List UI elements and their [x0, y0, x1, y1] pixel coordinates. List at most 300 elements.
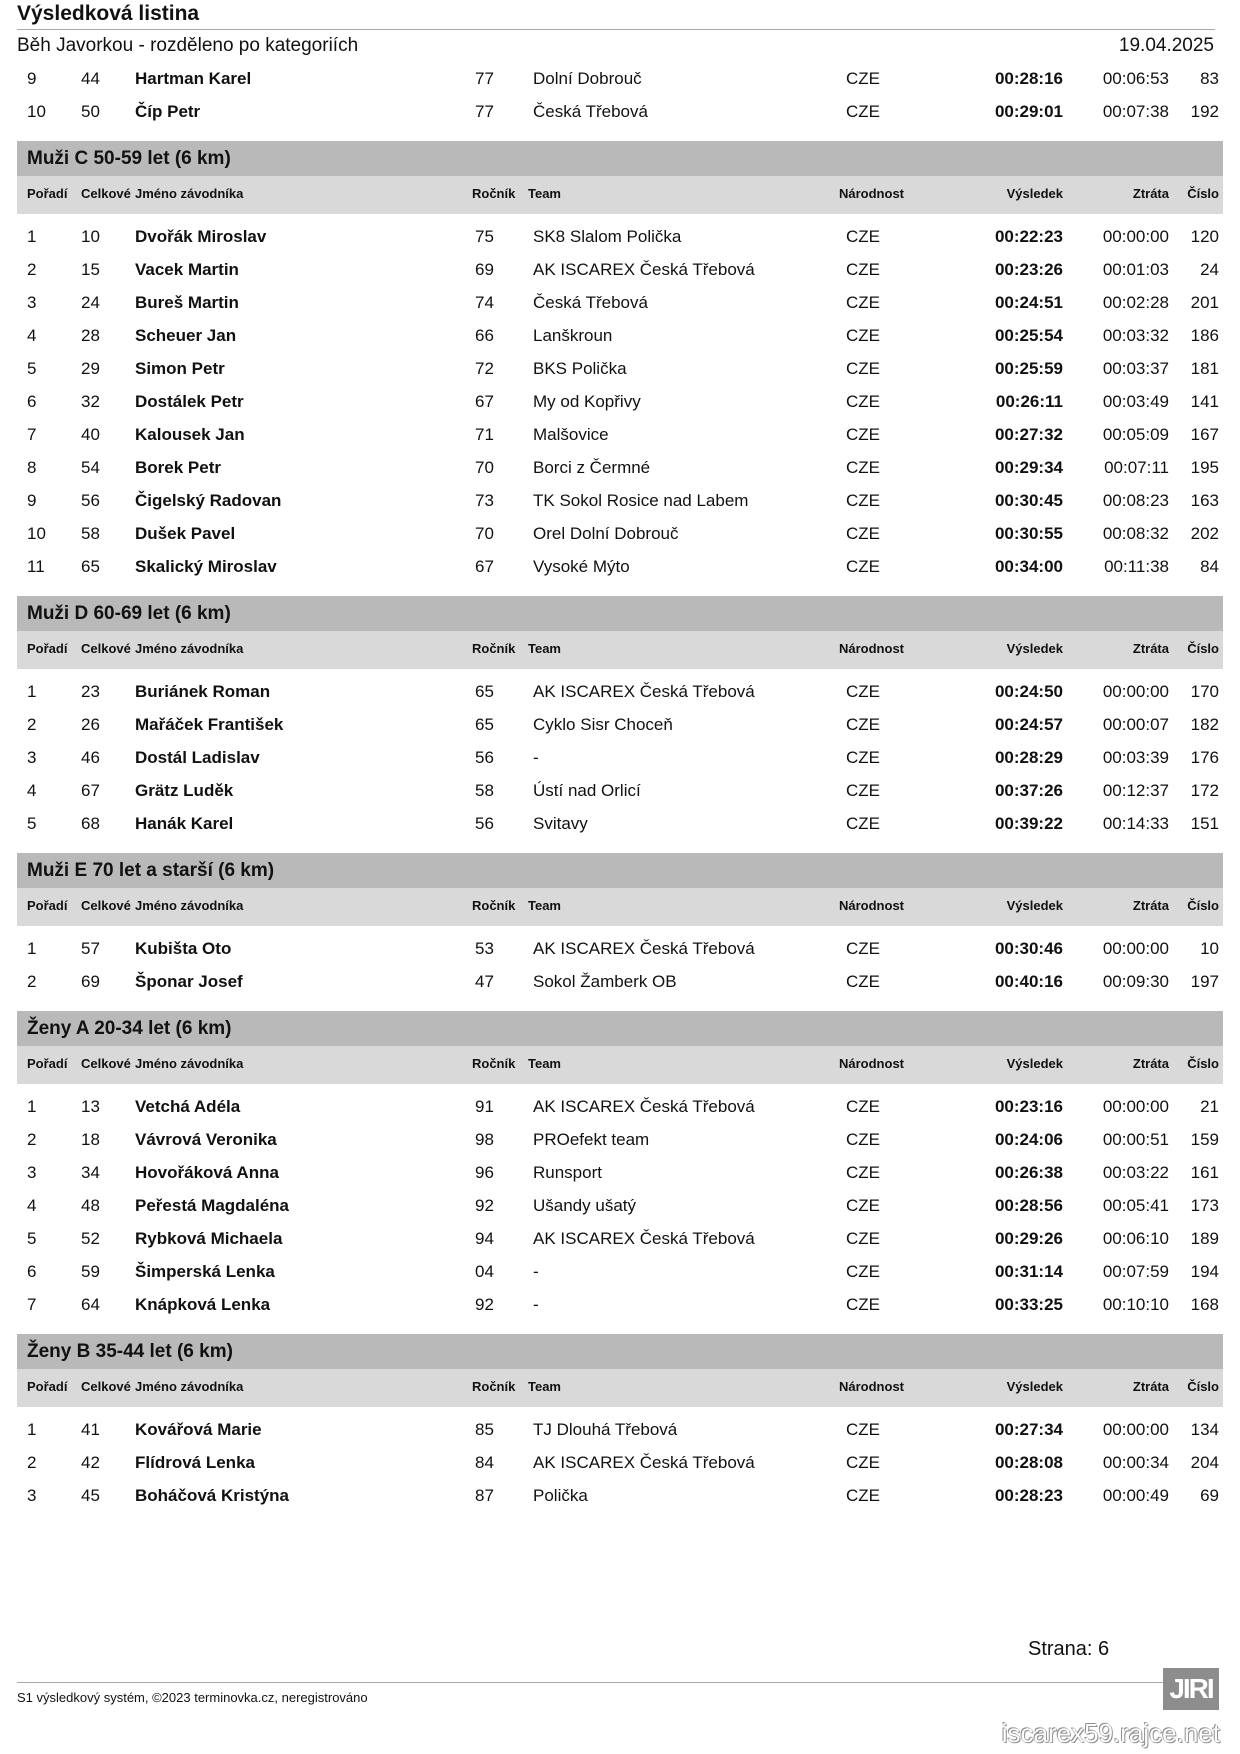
- column-header-result: Výsledek: [1006, 1056, 1063, 1071]
- cell-team: Lanškroun: [533, 326, 613, 345]
- cell-loss: 00:00:07: [1102, 715, 1169, 734]
- cell-nat: CZE: [846, 1262, 880, 1281]
- cell-total: 26: [81, 715, 100, 734]
- result-row: [17, 963, 1217, 1000]
- cell-team: Ústí nad Orlicí: [533, 781, 641, 800]
- column-header-loss: Ztráta: [1132, 1056, 1169, 1071]
- cell-total: 23: [81, 682, 100, 701]
- cell-loss: 00:14:33: [1102, 814, 1169, 833]
- cell-pos: 3: [27, 293, 37, 312]
- result-row: [17, 284, 1217, 321]
- cell-num: 141: [1190, 392, 1219, 411]
- cell-total: 29: [81, 359, 100, 378]
- cell-year: 65: [475, 682, 494, 701]
- cell-total: 69: [81, 972, 100, 991]
- cell-team: -: [533, 748, 539, 767]
- cell-loss: 00:07:59: [1102, 1262, 1169, 1281]
- cell-name: Dušek Pavel: [135, 524, 236, 543]
- cell-pos: 5: [27, 359, 37, 378]
- cell-num: 201: [1190, 293, 1219, 312]
- page-number: [1028, 1638, 1109, 1661]
- cell-team: SK8 Slalom Polička: [533, 227, 682, 246]
- cell-year: 77: [475, 102, 494, 121]
- cell-pos: 10: [27, 102, 46, 121]
- result-row: [17, 1253, 1217, 1290]
- cell-name: Knápková Lenka: [135, 1295, 271, 1314]
- footer-divider: [17, 1682, 1165, 1683]
- column-header-pos: Pořadí: [27, 186, 68, 201]
- cell-nat: CZE: [846, 260, 880, 279]
- cell-nat: CZE: [846, 359, 880, 378]
- category-title: Muži E 70 let a starší (6 km): [17, 853, 1223, 888]
- cell-result: 00:34:00: [994, 557, 1063, 576]
- cell-result: 00:26:38: [994, 1163, 1063, 1182]
- column-header-pos: Pořadí: [27, 898, 68, 913]
- cell-pos: 2: [27, 972, 37, 991]
- column-header-nat: Národnost: [839, 1379, 904, 1394]
- cell-nat: CZE: [846, 682, 880, 701]
- page-title: Výsledková listina: [17, 2, 200, 25]
- cell-loss: 00:00:00: [1102, 682, 1169, 701]
- cell-team: AK ISCAREX Česká Třebová: [533, 939, 755, 958]
- cell-total: 50: [81, 102, 100, 121]
- cell-pos: 1: [27, 1420, 37, 1439]
- cell-name: Boháčová Kristýna: [135, 1486, 289, 1505]
- cell-num: 182: [1190, 715, 1219, 734]
- category-title: Ženy A 20-34 let (6 km): [17, 1011, 1223, 1046]
- column-header-year: Ročník: [472, 898, 516, 913]
- cell-year: 69: [475, 260, 494, 279]
- cell-result: 00:40:16: [994, 972, 1063, 991]
- cell-year: 85: [475, 1420, 494, 1439]
- result-row: [17, 449, 1217, 486]
- cell-team: AK ISCAREX Česká Třebová: [533, 1229, 755, 1248]
- cell-loss: 00:00:00: [1102, 939, 1169, 958]
- cell-result: 00:28:16: [994, 69, 1063, 88]
- cell-nat: CZE: [846, 227, 880, 246]
- result-row: [17, 930, 1217, 967]
- cell-total: 52: [81, 1229, 100, 1248]
- column-header-name: Jméno závodníka: [135, 898, 244, 913]
- category-section: [17, 1011, 1223, 1084]
- result-row: [17, 515, 1217, 552]
- cell-pos: 3: [27, 748, 37, 767]
- cell-team: -: [533, 1295, 539, 1314]
- cell-loss: 00:05:41: [1102, 1196, 1169, 1215]
- cell-total: 13: [81, 1097, 100, 1116]
- column-header-team: Team: [528, 641, 561, 656]
- cell-result: 00:28:29: [994, 748, 1063, 767]
- cell-name: Grätz Luděk: [135, 781, 234, 800]
- cell-loss: 00:08:32: [1102, 524, 1169, 543]
- column-header-num: Číslo: [1187, 898, 1219, 913]
- cell-total: 42: [81, 1453, 100, 1472]
- column-header-total: Celkové: [81, 1379, 131, 1394]
- cell-num: 69: [1200, 1486, 1219, 1505]
- cell-num: 192: [1190, 102, 1219, 121]
- cell-year: 73: [475, 491, 494, 510]
- cell-year: 67: [475, 557, 494, 576]
- cell-total: 10: [81, 227, 100, 246]
- cell-pos: 2: [27, 715, 37, 734]
- cell-loss: 00:07:11: [1104, 458, 1169, 477]
- cell-num: 83: [1200, 69, 1219, 88]
- cell-year: 65: [475, 715, 494, 734]
- cell-num: 168: [1190, 1295, 1219, 1314]
- cell-result: 00:24:51: [994, 293, 1063, 312]
- cell-num: 84: [1200, 557, 1219, 576]
- cell-pos: 5: [27, 814, 37, 833]
- column-header-row: [17, 1046, 1223, 1084]
- cell-total: 57: [81, 939, 100, 958]
- cell-loss: 00:03:39: [1102, 748, 1169, 767]
- cell-team: PROefekt team: [533, 1130, 650, 1149]
- cell-loss: 00:06:53: [1102, 69, 1169, 88]
- column-header-result: Výsledek: [1006, 186, 1063, 201]
- cell-nat: CZE: [846, 715, 880, 734]
- column-header-pos: Pořadí: [27, 641, 68, 656]
- cell-team: AK ISCAREX Česká Třebová: [533, 1097, 755, 1116]
- cell-num: 189: [1190, 1229, 1219, 1248]
- column-header-team: Team: [528, 1379, 561, 1394]
- cell-name: Mařáček František: [135, 715, 284, 734]
- cell-pos: 2: [27, 260, 37, 279]
- cell-pos: 9: [27, 491, 37, 510]
- cell-total: 59: [81, 1262, 100, 1281]
- cell-team: Dolní Dobrouč: [533, 69, 642, 88]
- result-row: [17, 482, 1217, 519]
- result-row: [17, 60, 1217, 97]
- cell-name: Hovořáková Anna: [135, 1163, 279, 1182]
- cell-result: 00:33:25: [994, 1295, 1063, 1314]
- cell-name: Peřestá Magdaléna: [135, 1196, 290, 1215]
- result-row: [17, 1121, 1217, 1158]
- cell-nat: CZE: [846, 1163, 880, 1182]
- cell-year: 53: [475, 939, 494, 958]
- column-header-name: Jméno závodníka: [135, 186, 244, 201]
- cell-loss: 00:09:30: [1102, 972, 1169, 991]
- result-row: [17, 1088, 1217, 1125]
- cell-pos: 3: [27, 1163, 37, 1182]
- cell-num: 195: [1190, 458, 1219, 477]
- cell-name: Borek Petr: [135, 458, 221, 477]
- cell-loss: 00:11:38: [1104, 557, 1169, 576]
- cell-loss: 00:03:32: [1102, 326, 1169, 345]
- cell-total: 65: [81, 557, 100, 576]
- column-header-year: Ročník: [472, 1056, 516, 1071]
- cell-name: Rybková Michaela: [135, 1229, 283, 1248]
- cell-nat: CZE: [846, 392, 880, 411]
- column-header-name: Jméno závodníka: [135, 1379, 244, 1394]
- cell-result: 00:24:50: [994, 682, 1063, 701]
- cell-team: -: [533, 1262, 539, 1281]
- cell-total: 32: [81, 392, 100, 411]
- cell-name: Vetchá Adéla: [135, 1097, 241, 1116]
- cell-name: Bureš Martin: [135, 293, 239, 312]
- cell-total: 40: [81, 425, 100, 444]
- cell-name: Čigelský Radovan: [135, 491, 282, 510]
- cell-total: 64: [81, 1295, 100, 1314]
- cell-team: Svitavy: [533, 814, 588, 833]
- result-row: [17, 1411, 1217, 1448]
- cell-nat: CZE: [846, 491, 880, 510]
- cell-num: 120: [1190, 227, 1219, 246]
- cell-result: 00:28:23: [994, 1486, 1063, 1505]
- cell-nat: CZE: [846, 1130, 880, 1149]
- cell-year: 75: [475, 227, 494, 246]
- result-row: [17, 673, 1217, 710]
- cell-nat: CZE: [846, 326, 880, 345]
- column-header-loss: Ztráta: [1132, 186, 1169, 201]
- cell-total: 24: [81, 293, 100, 312]
- cell-team: Česká Třebová: [533, 102, 648, 121]
- cell-result: 00:22:23: [994, 227, 1063, 246]
- cell-pos: 4: [27, 781, 37, 800]
- cell-total: 68: [81, 814, 100, 833]
- category-section: [17, 853, 1223, 926]
- cell-team: Runsport: [533, 1163, 602, 1182]
- cell-team: TJ Dlouhá Třebová: [533, 1420, 678, 1439]
- cell-num: 181: [1190, 359, 1219, 378]
- cell-team: Borci z Čermné: [533, 458, 651, 477]
- column-header-year: Ročník: [472, 1379, 516, 1394]
- column-header-team: Team: [528, 898, 561, 913]
- cell-pos: 10: [27, 524, 46, 543]
- cell-loss: 00:06:10: [1102, 1229, 1169, 1248]
- cell-result: 00:29:34: [994, 458, 1063, 477]
- column-header-result: Výsledek: [1006, 898, 1063, 913]
- column-header-total: Celkové: [81, 186, 131, 201]
- cell-total: 28: [81, 326, 100, 345]
- cell-loss: 00:00:00: [1102, 227, 1169, 246]
- cell-num: 24: [1200, 260, 1219, 279]
- cell-num: 159: [1190, 1130, 1219, 1149]
- cell-pos: 6: [27, 1262, 37, 1281]
- cell-pos: 7: [27, 1295, 37, 1314]
- cell-name: Šimperská Lenka: [135, 1262, 275, 1281]
- cell-team: Cyklo Sisr Choceň: [533, 715, 673, 734]
- cell-name: Vacek Martin: [135, 260, 239, 279]
- cell-nat: CZE: [846, 1196, 880, 1215]
- cell-year: 94: [475, 1229, 494, 1248]
- footer-system-text: S1 výsledkový systém, ©2023 terminovka.cz, neregistrováno: [17, 1690, 368, 1705]
- cell-name: Číp Petr: [135, 102, 201, 121]
- cell-name: Dvořák Miroslav: [135, 227, 267, 246]
- cell-team: Ušandy ušatý: [533, 1196, 636, 1215]
- cell-team: My od Kopřivy: [533, 392, 641, 411]
- cell-name: Hartman Karel: [135, 69, 252, 88]
- column-header-row: [17, 631, 1223, 669]
- cell-nat: CZE: [846, 557, 880, 576]
- cell-result: 00:26:11: [995, 392, 1063, 411]
- result-row: [17, 317, 1217, 354]
- cell-nat: CZE: [846, 69, 880, 88]
- column-header-total: Celkové: [81, 641, 131, 656]
- cell-num: 161: [1190, 1163, 1219, 1182]
- cell-nat: CZE: [846, 458, 880, 477]
- cell-team: Polička: [533, 1486, 588, 1505]
- cell-team: Orel Dolní Dobrouč: [533, 524, 679, 543]
- column-header-nat: Národnost: [839, 1056, 904, 1071]
- cell-result: 00:28:56: [994, 1196, 1063, 1215]
- cell-result: 00:30:55: [994, 524, 1063, 543]
- column-header-num: Číslo: [1187, 1379, 1219, 1394]
- cell-name: Simon Petr: [135, 359, 225, 378]
- cell-result: 00:28:08: [994, 1453, 1063, 1472]
- cell-name: Kubišta Oto: [135, 939, 232, 958]
- cell-nat: CZE: [846, 972, 880, 991]
- cell-num: 186: [1190, 326, 1219, 345]
- cell-year: 67: [475, 392, 494, 411]
- cell-name: Dostál Ladislav: [135, 748, 260, 767]
- cell-result: 00:37:26: [994, 781, 1063, 800]
- jiri-logo: JIRI: [1163, 1668, 1219, 1710]
- column-header-row: [17, 888, 1223, 926]
- cell-nat: CZE: [846, 814, 880, 833]
- cell-loss: 00:03:22: [1102, 1163, 1169, 1182]
- result-row: [17, 706, 1217, 743]
- result-row: [17, 416, 1217, 453]
- cell-year: 04: [475, 1262, 494, 1281]
- cell-year: 72: [475, 359, 494, 378]
- cell-loss: 00:02:28: [1102, 293, 1169, 312]
- cell-pos: 1: [27, 939, 37, 958]
- cell-year: 58: [475, 781, 494, 800]
- cell-nat: CZE: [846, 293, 880, 312]
- cell-nat: CZE: [846, 425, 880, 444]
- category-section: [17, 141, 1223, 214]
- cell-total: 15: [81, 260, 100, 279]
- cell-team: Malšovice: [533, 425, 609, 444]
- column-header-pos: Pořadí: [27, 1056, 68, 1071]
- cell-num: 167: [1190, 425, 1219, 444]
- category-section: [17, 596, 1223, 669]
- cell-total: 67: [81, 781, 100, 800]
- cell-name: Skalický Miroslav: [135, 557, 277, 576]
- cell-team: Česká Třebová: [533, 293, 648, 312]
- cell-result: 00:39:22: [994, 814, 1063, 833]
- cell-name: Scheuer Jan: [135, 326, 237, 345]
- result-row: [17, 1220, 1217, 1257]
- cell-num: 172: [1190, 781, 1219, 800]
- cell-pos: 7: [27, 425, 37, 444]
- cell-result: 00:24:06: [994, 1130, 1063, 1149]
- cell-nat: CZE: [846, 1295, 880, 1314]
- cell-total: 56: [81, 491, 100, 510]
- cell-loss: 00:03:49: [1102, 392, 1169, 411]
- column-header-nat: Národnost: [839, 898, 904, 913]
- cell-name: Buriánek Roman: [135, 682, 271, 701]
- cell-num: 197: [1190, 972, 1219, 991]
- cell-pos: 2: [27, 1453, 37, 1472]
- cell-result: 00:25:54: [994, 326, 1063, 345]
- cell-total: 41: [81, 1420, 100, 1439]
- column-header-name: Jméno závodníka: [135, 641, 244, 656]
- cell-nat: CZE: [846, 524, 880, 543]
- cell-year: 56: [475, 748, 494, 767]
- cell-year: 98: [475, 1130, 494, 1149]
- cell-team: BKS Polička: [533, 359, 627, 378]
- column-header-year: Ročník: [472, 641, 516, 656]
- column-header-nat: Národnost: [839, 641, 904, 656]
- watermark: iscarex59.rajce.net: [1001, 1718, 1220, 1748]
- cell-name: Kalousek Jan: [135, 425, 245, 444]
- cell-loss: 00:08:23: [1102, 491, 1169, 510]
- cell-result: 00:31:14: [994, 1262, 1063, 1281]
- cell-loss: 00:07:38: [1102, 102, 1169, 121]
- cell-team: Sokol Žamberk OB: [533, 972, 677, 991]
- column-header-nat: Národnost: [839, 186, 904, 201]
- result-row: [17, 1286, 1217, 1323]
- cell-year: 47: [475, 972, 494, 991]
- cell-team: AK ISCAREX Česká Třebová: [533, 682, 755, 701]
- cell-year: 77: [475, 69, 494, 88]
- cell-team: AK ISCAREX Česká Třebová: [533, 1453, 755, 1472]
- cell-team: TK Sokol Rosice nad Labem: [533, 491, 749, 510]
- result-row: [17, 1444, 1217, 1481]
- cell-result: 00:29:26: [994, 1229, 1063, 1248]
- cell-total: 58: [81, 524, 100, 543]
- cell-team: Vysoké Mýto: [533, 557, 630, 576]
- cell-year: 91: [475, 1097, 494, 1116]
- cell-total: 48: [81, 1196, 100, 1215]
- cell-year: 87: [475, 1486, 494, 1505]
- cell-pos: 5: [27, 1229, 37, 1248]
- cell-result: 00:24:57: [994, 715, 1063, 734]
- cell-total: 18: [81, 1130, 100, 1149]
- cell-total: 34: [81, 1163, 100, 1182]
- page-label: Strana:: [1028, 1638, 1093, 1660]
- cell-nat: CZE: [846, 748, 880, 767]
- cell-nat: CZE: [846, 1453, 880, 1472]
- cell-nat: CZE: [846, 781, 880, 800]
- cell-num: 176: [1190, 748, 1219, 767]
- column-header-loss: Ztráta: [1132, 1379, 1169, 1394]
- column-header-row: [17, 176, 1223, 214]
- cell-name: Kovářová Marie: [135, 1420, 262, 1439]
- cell-result: 00:23:16: [994, 1097, 1063, 1116]
- cell-nat: CZE: [846, 1486, 880, 1505]
- category-title: Muži D 60-69 let (6 km): [17, 596, 1223, 631]
- result-row: [17, 218, 1217, 255]
- cell-loss: 00:10:10: [1102, 1295, 1169, 1314]
- cell-result: 00:30:45: [994, 491, 1063, 510]
- cell-year: 56: [475, 814, 494, 833]
- column-header-total: Celkové: [81, 1056, 131, 1071]
- column-header-team: Team: [528, 186, 561, 201]
- cell-total: 46: [81, 748, 100, 767]
- cell-num: 163: [1190, 491, 1219, 510]
- cell-pos: 9: [27, 69, 37, 88]
- column-header-result: Výsledek: [1006, 641, 1063, 656]
- category-title: Muži C 50-59 let (6 km): [17, 141, 1223, 176]
- cell-year: 96: [475, 1163, 494, 1182]
- cell-num: 204: [1190, 1453, 1219, 1472]
- result-row: [17, 93, 1217, 130]
- result-row: [17, 383, 1217, 420]
- page-value: 6: [1098, 1638, 1110, 1660]
- cell-year: 71: [475, 425, 494, 444]
- cell-loss: 00:00:00: [1102, 1097, 1169, 1116]
- cell-result: 00:30:46: [994, 939, 1063, 958]
- column-header-num: Číslo: [1187, 641, 1219, 656]
- cell-pos: 8: [27, 458, 37, 477]
- cell-name: Dostálek Petr: [135, 392, 244, 411]
- cell-nat: CZE: [846, 1420, 880, 1439]
- cell-nat: CZE: [846, 1097, 880, 1116]
- column-header-row: [17, 1369, 1223, 1407]
- cell-num: 21: [1200, 1097, 1219, 1116]
